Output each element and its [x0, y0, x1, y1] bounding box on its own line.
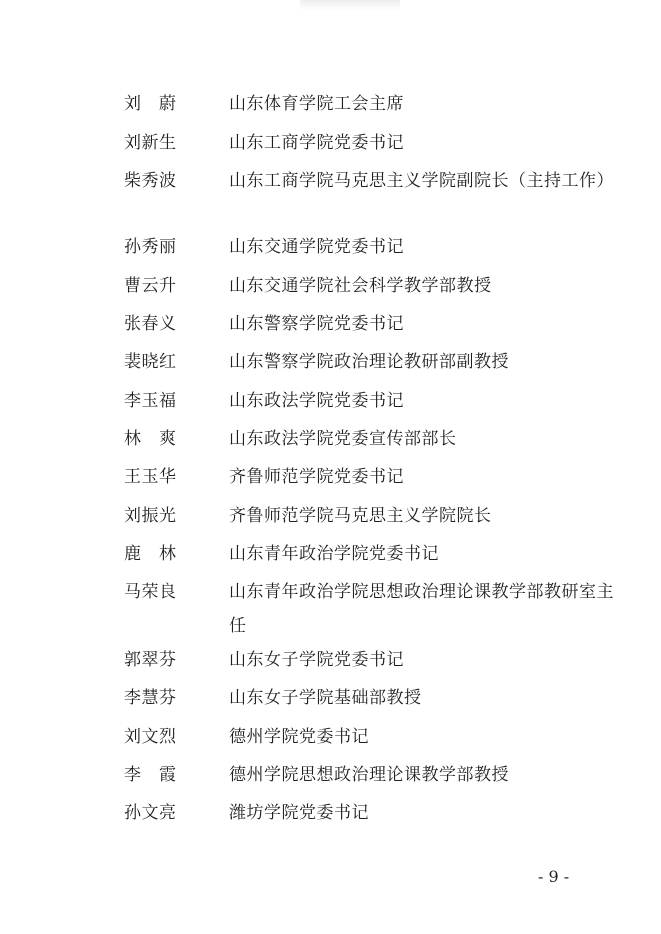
person-title: 山东警察学院党委书记: [229, 314, 404, 334]
person-title: 山东女子学院基础部教授: [229, 688, 422, 708]
person-name: 张春义: [124, 314, 177, 334]
person-title: 山东工商学院马克思主义学院副院长（主持工作）: [229, 171, 614, 191]
person-title: 山东交通学院社会科学教学部教授: [229, 276, 492, 296]
person-title: 齐鲁师范学院党委书记: [229, 467, 404, 487]
person-title: 山东工商学院党委书记: [229, 133, 404, 153]
person-title: 山东女子学院党委书记: [229, 650, 404, 670]
person-name: 刘 蔚: [124, 94, 177, 114]
person-name: 鹿 林: [124, 544, 177, 564]
person-title: 山东交通学院党委书记: [229, 237, 404, 257]
person-name: 李慧芬: [124, 688, 177, 708]
person-title: 山东政法学院党委宣传部部长: [229, 429, 457, 449]
person-name: 刘新生: [124, 133, 177, 153]
person-name: 林 爽: [124, 429, 177, 449]
person-name: 刘振光: [124, 506, 177, 526]
person-name: 裴晓红: [124, 352, 177, 372]
scan-mark: [300, 0, 400, 10]
person-title: 潍坊学院党委书记: [229, 803, 369, 823]
person-title: 德州学院党委书记: [229, 727, 369, 747]
person-name: 柴秀波: [124, 171, 177, 191]
person-name: 孙文亮: [124, 803, 177, 823]
person-title: 山东青年政治学院思想政治理论课教学部教研室主任: [229, 582, 614, 636]
person-name: 郭翠芬: [124, 650, 177, 670]
person-title: 德州学院思想政治理论课教学部教授: [229, 765, 509, 785]
person-name: 孙秀丽: [124, 237, 177, 257]
person-title: 山东体育学院工会主席: [229, 94, 404, 114]
person-name: 李 霞: [124, 765, 177, 785]
person-name: 王玉华: [124, 467, 177, 487]
person-title: 山东政法学院党委书记: [229, 391, 404, 411]
person-title: 山东青年政治学院党委书记: [229, 544, 439, 564]
page-number: - 9 -: [538, 867, 570, 886]
person-name: 李玉福: [124, 391, 177, 411]
person-name: 曹云升: [124, 276, 177, 296]
person-title: 齐鲁师范学院马克思主义学院院长: [229, 506, 492, 526]
person-name: 刘文烈: [124, 727, 177, 747]
person-title: 山东警察学院政治理论教研部副教授: [229, 352, 509, 372]
person-name: 马荣良: [124, 582, 177, 602]
